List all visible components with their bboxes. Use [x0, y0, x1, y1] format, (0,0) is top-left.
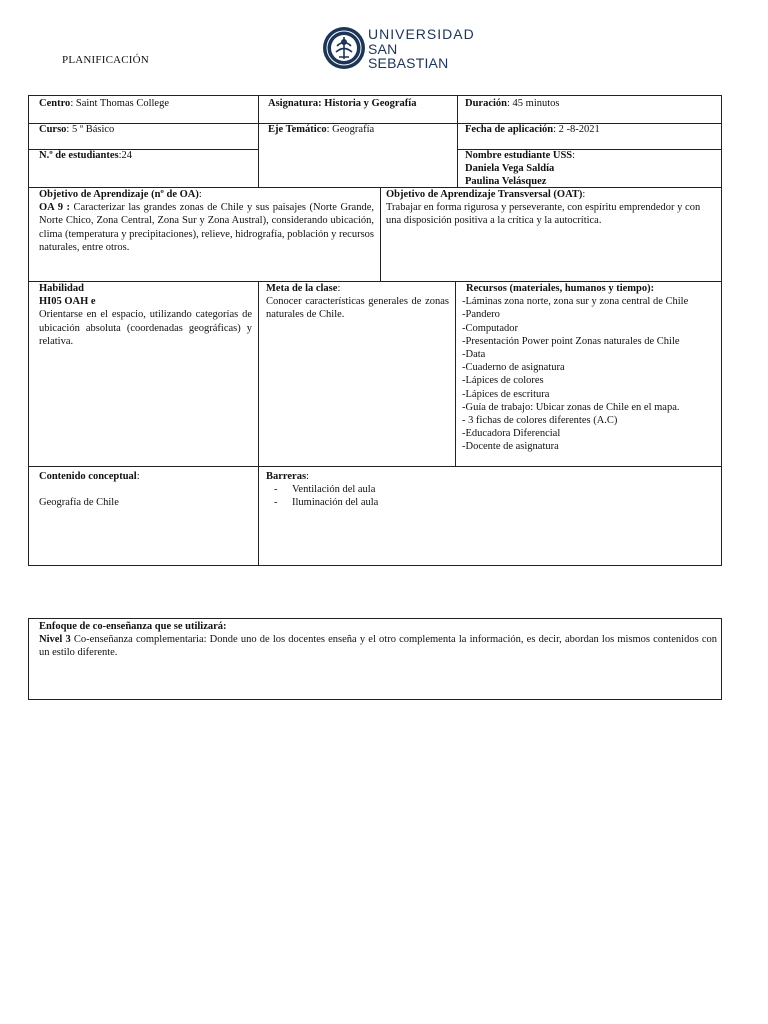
- eje-tematico-cell: [262, 123, 457, 136]
- fecha-label: Fecha de aplicación: [465, 124, 554, 135]
- recurso-item: -Guía de trabajo: Ubicar zonas de Chile en el mapa.: [462, 401, 680, 413]
- meta-colon: :: [337, 283, 341, 294]
- oa-code: OA 9 :: [39, 202, 71, 214]
- curso-cell: [33, 123, 258, 136]
- oa-cell: [33, 188, 380, 254]
- university-logo: [322, 24, 475, 72]
- barreras-label: Barreras: [266, 471, 307, 482]
- contenido-cell: [33, 470, 258, 509]
- recursos-cell: [456, 282, 721, 454]
- estudiantes-label: N.º de estudiantes: [39, 150, 119, 161]
- fecha-cell: [459, 123, 721, 136]
- enfoque-label: Enfoque de co-enseñanza que se utilizará:: [39, 621, 227, 632]
- oat-cell: [380, 188, 721, 228]
- nombre-estudiante-colon: :: [572, 150, 576, 161]
- recurso-item: -Láminas zona norte, zona sur y zona central de Chile: [462, 296, 689, 308]
- recursos-label: Recursos (materiales, humanos y tiempo):: [466, 283, 655, 294]
- habilidad-label: Habilidad: [39, 283, 84, 294]
- oa-text: Caracterizar las grandes zonas de Chile y sus paisajes (Norte Grande, Norte Chico, Zona Central, Zona Sur y Zona Austral), considerando ubicación, clima (temperatura y precipitaciones), relieve, hidrografía, población y recursos naturales, entre otros.: [39, 202, 375, 253]
- barrera-item: - Ventilación del aula: [274, 483, 715, 496]
- nombre-estudiante-cell: [459, 149, 721, 189]
- university-seal-icon: [322, 24, 366, 72]
- recurso-item: -Data: [462, 349, 486, 361]
- eje-tematico-value: : Geografía: [326, 124, 375, 135]
- recurso-item: -Cuaderno de asignatura: [462, 362, 565, 374]
- habilidad-cell: [33, 282, 258, 348]
- recurso-item: -Pandero: [462, 309, 500, 321]
- contenido-label: Contenido conceptual: [39, 471, 137, 482]
- student-name-1: Daniela Vega Saldía: [465, 163, 555, 175]
- meta-text: Conocer características generales de zonas naturales de Chile.: [266, 296, 449, 321]
- recursos-list: [462, 295, 715, 453]
- enfoque-table: [28, 618, 722, 700]
- recurso-item: -Presentación Power point Zonas naturales de Chile: [462, 335, 680, 347]
- enfoque-text: Co-enseñanza complementaria: Donde uno de los docentes enseña y el otro complementa la información, es decir, abordan los mismos contenidos con un estilo diferente.: [39, 634, 717, 659]
- recurso-item: -Lápices de colores: [462, 375, 544, 387]
- duracion-cell: [459, 97, 721, 110]
- recurso-item: -Docente de asignatura: [462, 441, 559, 453]
- logo-name-text: SAN SEBASTIAN: [368, 41, 449, 71]
- contenido-colon: :: [136, 471, 140, 482]
- asignatura-cell: [262, 97, 457, 110]
- centro-cell: [33, 97, 258, 110]
- habilidad-text: Orientarse en el espacio, utilizando categorías de ubicación absoluta (coordenadas geográficas) y relativa.: [39, 309, 252, 347]
- logo-university-text: UNIVERSIDAD: [368, 26, 475, 42]
- oat-colon: :: [582, 189, 586, 200]
- estudiantes-value: :24: [118, 150, 133, 161]
- oa-colon: :: [198, 189, 202, 200]
- oa-label: Objetivo de Aprendizaje (nº de OA): [39, 189, 199, 200]
- duracion-value: : 45 minutos: [507, 98, 560, 109]
- centro-value: : Saint Thomas College: [70, 98, 169, 109]
- meta-cell: [260, 282, 455, 322]
- centro-label: Centro: [39, 98, 71, 109]
- estudiantes-cell: [33, 149, 258, 162]
- enfoque-cell: [33, 620, 723, 660]
- curso-value: : 5 º Básico: [66, 124, 115, 135]
- duracion-label: Duración: [465, 98, 507, 109]
- planning-table: [28, 95, 722, 566]
- oat-label: Objetivo de Aprendizaje Transversal (OAT): [386, 189, 583, 200]
- barreras-list: [266, 483, 715, 509]
- enfoque-nivel: Nivel 3: [39, 634, 71, 646]
- meta-label: Meta de la clase: [266, 283, 338, 294]
- barreras-colon: :: [306, 471, 309, 482]
- barreras-cell: [260, 470, 721, 510]
- recurso-item: -Lápices de escritura: [462, 388, 550, 400]
- recurso-item: -Computador: [462, 322, 518, 334]
- oat-text: Trabajar en forma rigurosa y perseverante, con espíritu emprendedor y con una disposición positiva a la crítica y la autocrítica.: [386, 202, 701, 227]
- habilidad-code: HI05 OAH e: [39, 296, 96, 308]
- barrera-item: - Iluminación del aula: [274, 496, 715, 509]
- fecha-value: : 2 -8-2021: [553, 124, 600, 135]
- asignatura-label: Asignatura: Historia y Geografía: [268, 98, 417, 109]
- contenido-value: Geografía de Chile: [39, 497, 119, 509]
- curso-label: Curso: [39, 124, 67, 135]
- recurso-item: -Educadora Diferencial: [462, 428, 561, 440]
- recurso-item: - 3 fichas de colores diferentes (A.C): [462, 415, 618, 427]
- student-name-2: Paulina Velásquez: [465, 176, 547, 188]
- eje-tematico-label: Eje Temático: [268, 124, 327, 135]
- nombre-estudiante-label: Nombre estudiante USS: [465, 150, 573, 161]
- document-title: PLANIFICACIÓN: [62, 54, 149, 66]
